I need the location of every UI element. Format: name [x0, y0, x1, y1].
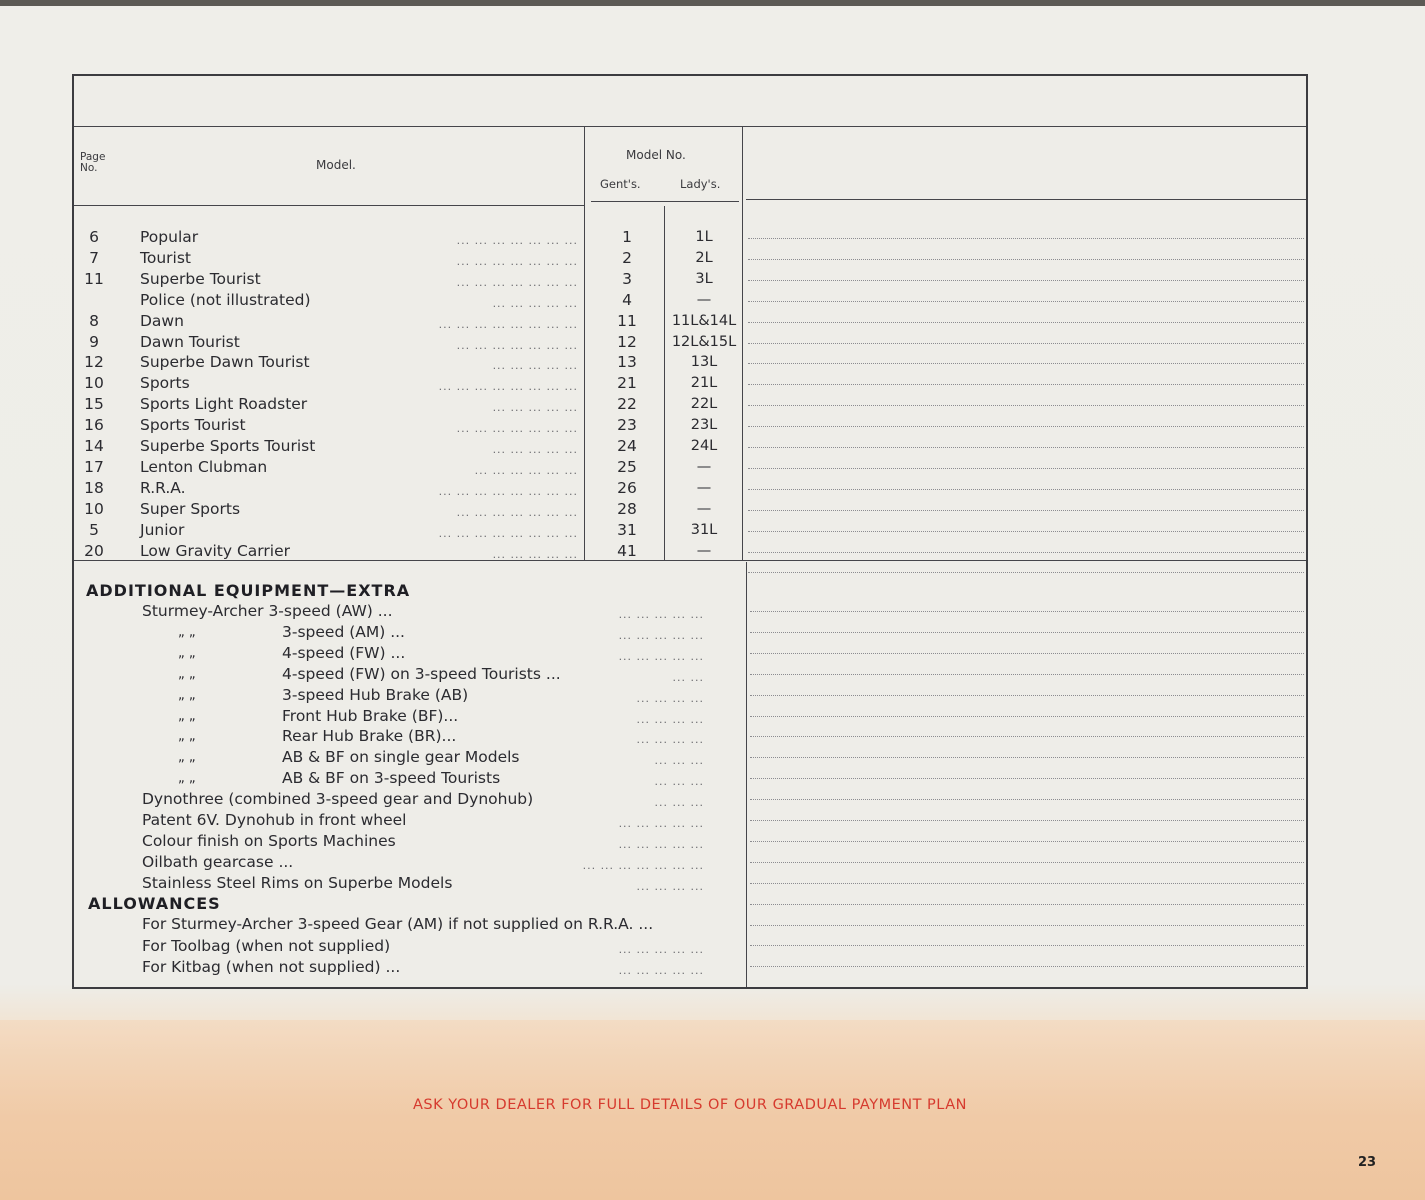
price-line [750, 632, 1304, 633]
price-line [750, 841, 1304, 842]
model-name: R.R.A. [140, 478, 186, 497]
allowance-item: For Sturmey-Archer 3-speed Gear (AM) if not supplied on R.R.A. ... [142, 915, 654, 933]
equipment-leader-dots: ... ... ... ... ... [618, 817, 704, 830]
model-page-number: 18 [84, 478, 104, 497]
equipment-leader-dots: ... ... [672, 670, 704, 684]
equipment-leader-dots: ... ... ... ... [636, 879, 704, 893]
model-ladys-number: — [696, 542, 712, 559]
model-page-number: 16 [84, 416, 104, 435]
additional-equipment-heading: ADDITIONAL EQUIPMENT—EXTRA [86, 581, 411, 600]
model-page-number: 15 [84, 395, 104, 414]
allowance-leader-dots: ... ... ... ... ... [618, 964, 704, 977]
price-line [750, 925, 1304, 926]
model-name: Dawn Tourist [140, 332, 240, 351]
price-line [748, 510, 1304, 511]
model-name: Superbe Dawn Tourist [140, 353, 310, 372]
model-leader-dots: ... ... ... ... ... [492, 547, 578, 561]
ditto-marks: „ „ [178, 729, 196, 745]
price-list-table [72, 74, 1308, 989]
model-leader-dots: ... ... ... ... ... ... ... ... [438, 484, 578, 498]
model-gents-number: 25 [617, 457, 637, 476]
ditto-marks: „ „ [178, 687, 196, 703]
model-gents-number: 2 [622, 248, 632, 267]
header-ladys: Lady's. [680, 177, 721, 191]
price-line [750, 757, 1304, 758]
model-page-number: 17 [84, 457, 104, 476]
equipment-leader-dots: ... ... ... ... [636, 733, 704, 747]
equipment-leader-dots: ... ... ... ... ... [618, 649, 704, 663]
allowance-item: For Kitbag (when not supplied) ... [142, 958, 401, 976]
equipment-item: AB & BF on single gear Models [282, 748, 520, 767]
model-name: Sports Tourist [140, 416, 246, 435]
price-line [750, 778, 1304, 779]
price-line [748, 343, 1304, 344]
equipment-item: 3-speed (AM) ... [282, 622, 405, 641]
header-bottom-rule-right [746, 199, 1306, 200]
equipment-leader-dots: ... ... ... ... ... [618, 608, 704, 621]
equipment-item: AB & BF on 3-speed Tourists [282, 769, 501, 788]
price-line [750, 883, 1304, 884]
ditto-marks: „ „ [178, 645, 196, 661]
ditto-marks: „ „ [178, 708, 196, 724]
model-name: Super Sports [140, 499, 241, 518]
model-gents-number: 31 [617, 520, 637, 539]
model-gents-number: 4 [622, 290, 632, 309]
gradual-payment-note: ASK YOUR DEALER FOR FULL DETAILS OF OUR GRADUAL PAYMENT PLAN [413, 1097, 967, 1113]
model-leader-dots: ... ... ... ... ... [492, 359, 578, 373]
price-line [750, 674, 1304, 675]
model-gents-number: 21 [617, 374, 637, 393]
model-ladys-number: 3L [695, 270, 713, 287]
model-leader-dots: ... ... ... ... ... ... ... [456, 234, 578, 247]
model-gents-number: 22 [617, 395, 637, 414]
model-leader-dots: ... ... ... ... ... ... ... [456, 422, 578, 436]
price-line [750, 799, 1304, 800]
model-gents-number: 28 [617, 499, 637, 518]
model-ladys-number: 21L [690, 375, 718, 392]
model-gents-number: 41 [617, 541, 637, 560]
gents-ladys-divider [664, 206, 665, 560]
allowance-item: For Toolbag (when not supplied) [142, 936, 391, 955]
price-line [748, 405, 1304, 406]
model-name: Low Gravity Carrier [140, 541, 290, 560]
model-gents-number: 23 [617, 416, 637, 435]
model-ladys-number: 23L [690, 417, 718, 434]
model-name: Superbe Sports Tourist [140, 437, 316, 455]
model-leader-dots: ... ... ... ... ... ... ... [456, 254, 578, 268]
price-line [748, 238, 1304, 239]
model-page-number: 9 [89, 332, 99, 351]
equipment-leader-dots: ... ... ... [654, 754, 704, 768]
price-line [750, 736, 1304, 737]
model-gents-number: 12 [617, 332, 637, 351]
model-ladys-number: 31L [690, 521, 718, 538]
model-ladys-number: 13L [690, 354, 718, 371]
price-line [748, 259, 1304, 260]
price-line [750, 820, 1304, 821]
price-line [748, 531, 1304, 532]
page-top-edge [0, 0, 1425, 6]
model-gents-number: 1 [622, 228, 632, 246]
model-name: Junior [140, 520, 185, 539]
model-name: Popular [140, 228, 199, 246]
equipment-item: 4-speed (FW) ... [282, 643, 406, 662]
model-gents-number: 24 [617, 437, 637, 455]
model-ladys-number: — [696, 458, 712, 475]
model-leader-dots: ... ... ... ... ... [492, 443, 578, 456]
equipment-leader-dots: ... ... ... ... ... ... ... [582, 858, 704, 872]
price-line [750, 966, 1304, 967]
equipment-item: 4-speed (FW) on 3-speed Tourists ... [282, 664, 561, 683]
allowance-leader-dots: ... ... ... ... ... [618, 942, 704, 956]
model-gents-number: 13 [617, 353, 637, 372]
header-top-rule [74, 126, 1306, 127]
model-column-divider [584, 126, 585, 560]
price-line [750, 945, 1304, 946]
price-line [748, 489, 1304, 490]
model-ladys-number: 24L [690, 438, 718, 454]
ditto-marks: „ „ [178, 666, 196, 682]
header-bottom-rule-left [74, 205, 584, 206]
model-gents-number: 3 [622, 269, 632, 288]
equipment-item: Sturmey-Archer 3-speed (AW) ... [142, 602, 393, 620]
model-name: Dawn [140, 311, 184, 330]
header-page-no: Page No. [80, 151, 106, 174]
model-ladys-number: 2L [695, 249, 713, 266]
equipment-leader-dots: ... ... ... ... [636, 691, 704, 705]
model-name: Tourist [140, 248, 191, 267]
model-page-number: 5 [89, 520, 99, 539]
header-gents: Gent's. [600, 177, 641, 191]
equipment-item: Colour finish on Sports Machines [142, 831, 396, 850]
model-gents-number: 11 [617, 311, 637, 330]
model-leader-dots: ... ... ... ... ... ... ... [456, 505, 578, 519]
model-page-number: 7 [89, 248, 99, 267]
equipment-leader-dots: ... ... ... ... ... [618, 628, 704, 642]
model-page-number: 11 [84, 269, 104, 288]
price-line [748, 572, 1304, 573]
header-model-no: Model No. [626, 148, 686, 162]
equipment-item: Patent 6V. Dynohub in front wheel [142, 811, 407, 829]
model-gents-number: 26 [617, 478, 637, 497]
model-ladys-number: — [696, 500, 712, 517]
price-column-divider-lower [746, 562, 747, 987]
equipment-item: 3-speed Hub Brake (AB) [282, 685, 469, 704]
price-line [750, 716, 1304, 717]
model-leader-dots: ... ... ... ... ... ... ... ... [438, 317, 578, 331]
price-line [748, 280, 1304, 281]
model-ladys-number: — [696, 479, 712, 496]
model-page-number: 6 [89, 228, 99, 246]
price-line [750, 695, 1304, 696]
price-line [750, 653, 1304, 654]
ditto-marks: „ „ [178, 771, 196, 787]
page-number: 23 [1358, 1155, 1377, 1170]
equipment-leader-dots: ... ... ... ... ... [618, 837, 704, 851]
model-name: Sports Light Roadster [140, 395, 308, 414]
price-column-divider [742, 126, 743, 560]
model-ladys-number: 12L&15L [671, 333, 737, 350]
ditto-marks: „ „ [178, 750, 196, 766]
equipment-item: Dynothree (combined 3-speed gear and Dynohub) [142, 790, 534, 809]
equipment-item: Front Hub Brake (BF)... [282, 706, 459, 725]
equipment-leader-dots: ... ... ... [654, 775, 704, 789]
model-name: Police (not illustrated) [140, 290, 311, 309]
model-page-number: 10 [84, 374, 104, 393]
ditto-marks: „ „ [178, 624, 196, 640]
model-name: Superbe Tourist [140, 269, 261, 288]
price-line [748, 447, 1304, 448]
model-ladys-number: 22L [690, 396, 718, 413]
model-ladys-number: 11L&14L [671, 312, 737, 329]
allowances-heading: ALLOWANCES [88, 894, 221, 913]
model-leader-dots: ... ... ... ... ... ... ... [456, 338, 578, 352]
equipment-item: Stainless Steel Rims on Superbe Models [142, 873, 453, 892]
equipment-leader-dots: ... ... ... [654, 796, 704, 810]
equipment-item: Oilbath gearcase ... [142, 852, 294, 871]
price-line [750, 862, 1304, 863]
model-leader-dots: ... ... ... ... ... [492, 401, 578, 415]
equipment-leader-dots: ... ... ... ... [636, 712, 704, 726]
header-bottom-rule-mid [591, 201, 739, 202]
price-line [748, 468, 1304, 469]
model-leader-dots: ... ... ... ... ... ... ... ... [438, 380, 578, 394]
model-leader-dots: ... ... ... ... ... ... [474, 463, 578, 477]
model-ladys-number: — [696, 291, 712, 308]
model-name: Lenton Clubman [140, 457, 268, 476]
price-line [750, 611, 1304, 612]
price-line [748, 322, 1304, 323]
equipment-item: Rear Hub Brake (BR)... [282, 727, 457, 746]
price-line [748, 552, 1304, 553]
price-line [748, 363, 1304, 364]
model-name: Sports [140, 374, 190, 393]
model-page-number: 8 [89, 311, 99, 330]
model-leader-dots: ... ... ... ... ... ... ... [456, 275, 578, 289]
price-line [750, 904, 1304, 905]
model-page-number: 14 [84, 437, 104, 455]
price-line [748, 384, 1304, 385]
model-page-number: 20 [84, 541, 104, 560]
model-leader-dots: ... ... ... ... ... ... ... ... [438, 526, 578, 540]
model-page-number: 10 [84, 499, 104, 518]
price-line [748, 301, 1304, 302]
header-model: Model. [316, 158, 356, 172]
model-page-number: 12 [84, 353, 104, 372]
model-ladys-number: 1L [695, 229, 713, 245]
price-line [748, 426, 1304, 427]
model-leader-dots: ... ... ... ... ... [492, 296, 578, 310]
